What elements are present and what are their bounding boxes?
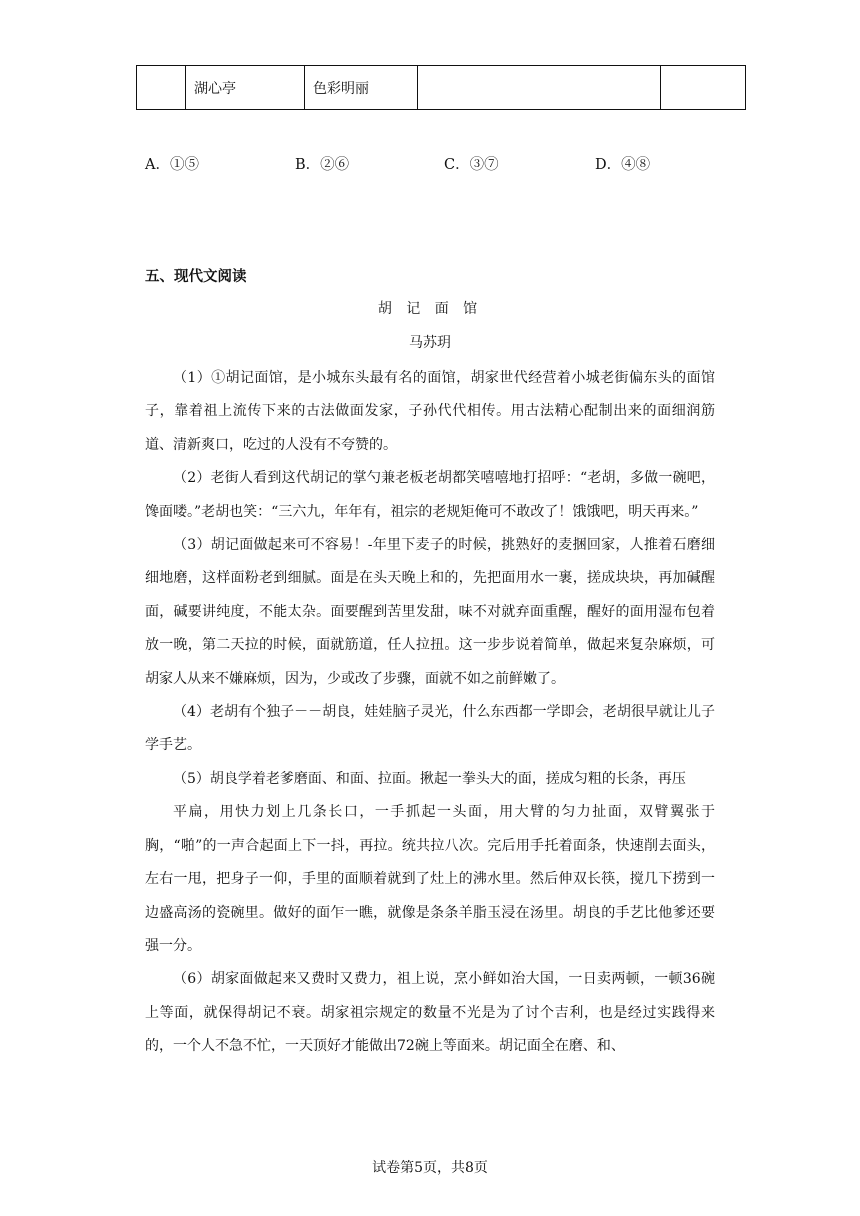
paragraph: （3）胡记面做起来可不容易！-年里下麦子的时候，挑熟好的麦捆回家，人推着石磨细细地磨，这样面粉老到细腻。面是在头天晚上和的，先把面用水一裹，搓成块块，再加碱醒面，碱要讲纯度，不能太杂。面要醒到苦里发甜，味不对就弃面重醒，醒好的面用湿布包着放一晚，第二天拉的时候，面就筋道，任人拉扭。这一步步说着简单，做起来复杂麻烦，可胡家人从来不嫌麻烦，因为，少或改了步骤，面就不如之前鲜嫩了。 [145, 537, 715, 687]
answer-table-fragment [136, 65, 746, 110]
option-b[interactable]: B．②⑥ [295, 157, 350, 173]
article-author: 马苏玥 [409, 335, 451, 351]
table-cell: 色彩明丽 [305, 66, 418, 110]
article-body [145, 362, 715, 1064]
answer-options [145, 153, 745, 175]
table-row [137, 66, 746, 110]
option-d[interactable]: D．④⑧ [595, 157, 651, 173]
table-cell [418, 66, 661, 110]
paragraph: （5）胡良学着老爹磨面、和面、拉面。揪起一拳头大的面，搓成匀粗的长条，再压 [173, 770, 686, 787]
paragraph: （4）老胡有个独子－－胡良，娃娃脑子灵光，什么东西都一学即会，老胡很早就让儿子学手艺。 [145, 704, 715, 754]
paragraph: （6）胡家面做起来又费时又费力，祖上说，烹小鲜如治大国，一日卖两顿，一顿36碗上等面，就保得胡记不衰。胡家祖宗规定的数量不光是为了讨个吉利，也是经过实践得来的，一个人不急不忙，一天顶好才能做出72碗上等面来。胡记面全在磨、和、 [145, 971, 715, 1055]
table-cell [137, 66, 186, 110]
section-title: 五、现代文阅读 [145, 269, 247, 285]
paragraph: 平扁，用快力划上几条长口，一手抓起一头面，用大臂的匀力扯面，双臂翼张于胸，“啪”的一声合起面上下一抖，再拉。统共拉八次。完后用手托着面条，快速削去面头，左右一甩，把身子一仰，手里的面顺着就到了灶上的沸水里。然后伸双长筷，搅几下捞到一边盛高汤的瓷碗里。做好的面乍一瞧，就像是条条羊脂玉浸在汤里。胡良的手艺比他爹还要强一分。 [145, 804, 715, 954]
paragraph: （1）①胡记面馆，是小城东头最有名的面馆，胡家世代经营着小城老街偏东头的面馆子，靠着祖上流传下来的古法做面发家，子孙代代相传。用古法精心配制出来的面细润筋道、清新爽口，吃过的人没有不夸赞的。 [145, 370, 715, 453]
paragraph: （2）老街人看到这代胡记的掌勺兼老板老胡都笑嘻嘻地打招呼：“老胡，多做一碗吧，馋面喽。”老胡也笑：“三六九，年年有，祖宗的老规矩俺可不敢改了！饿饿吧，明天再来。” [145, 470, 715, 520]
option-c[interactable]: C．③⑦ [444, 157, 499, 173]
article-title: 胡 记 面 馆 [377, 301, 483, 317]
table-cell: 湖心亭 [186, 66, 305, 110]
option-a[interactable]: A．①⑤ [145, 157, 199, 173]
page-footer: 试卷第5页，共8页 [372, 1160, 488, 1176]
table-cell [661, 66, 746, 110]
